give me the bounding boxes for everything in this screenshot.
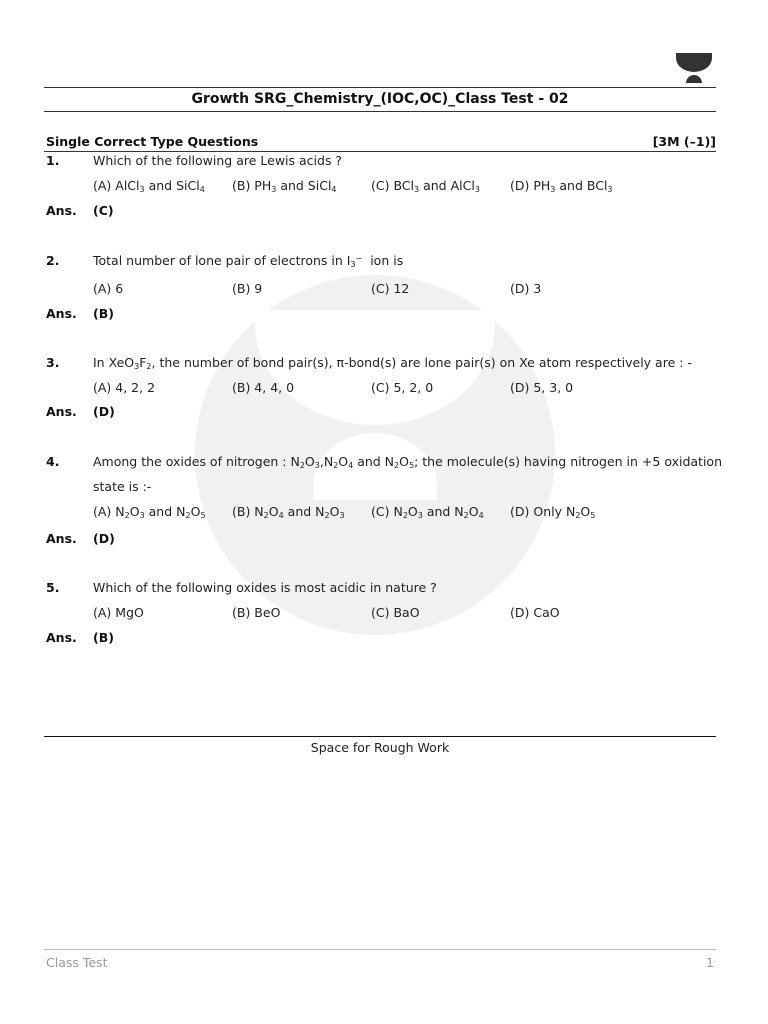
option-d: (D) 5, 3, 0 xyxy=(510,380,574,395)
answer-value: (D) xyxy=(93,404,115,419)
option-b: (B) $N_2O_4$ and $N_2O_3$ xyxy=(232,504,345,520)
question-text: Among the oxides of nitrogen : $N_2O_3,N_2O_4$ and $N_2O_5$; the molecule(s) having nitrogen in +5 oxidation xyxy=(93,454,722,470)
question-number: 5. xyxy=(46,580,60,595)
option-b: (B) $PH_3$ and SiCl$_4$ xyxy=(232,178,337,194)
question-number: 2. xyxy=(46,253,60,268)
option-a: (A) AlCl$_3$ and SiCl$_4$ xyxy=(93,178,205,194)
answer-value: (D) xyxy=(93,531,115,546)
answer-label: Ans. xyxy=(46,404,77,419)
option-c: (C) BCl$_3$ and AlCl$_3$ xyxy=(371,178,480,194)
option-a: (A) 6 xyxy=(93,281,124,296)
option-a: (A) 4, 2, 2 xyxy=(93,380,156,395)
answer-label: Ans. xyxy=(46,203,77,218)
option-d: (D) $PH_3$ and BCl$_3$ xyxy=(510,178,613,194)
question-text: Which of the following are Lewis acids ? xyxy=(93,153,343,168)
answer-value: (B) xyxy=(93,306,114,321)
page-title: Growth SRG_Chemistry_(IOC,OC)_Class Test - 02 xyxy=(191,91,569,107)
footer-rule xyxy=(44,949,716,950)
option-d: (D) CaO xyxy=(510,605,560,620)
answer-label: Ans. xyxy=(46,306,77,321)
question-number: 1. xyxy=(46,153,60,168)
option-b: (B) BeO xyxy=(232,605,281,620)
rough-work-label: Space for Rough Work xyxy=(310,740,450,755)
unacademy-logo-icon xyxy=(676,53,712,83)
footer-label: Class Test xyxy=(46,955,108,970)
option-d: (D) Only $N_2O_5$ xyxy=(510,504,596,520)
question-text-continued: state is :- xyxy=(93,479,152,494)
section-rule xyxy=(44,151,716,152)
question-text: In $XeO_3F_2$, the number of bond pair(s), π-bond(s) are lone pair(s) on Xe atom respectively are : - xyxy=(93,355,692,371)
header-rule-bottom xyxy=(44,111,716,112)
question-number: 3. xyxy=(46,355,60,370)
answer-label: Ans. xyxy=(46,630,77,645)
option-b: (B) 4, 4, 0 xyxy=(232,380,295,395)
section-marks: [3M (–1)] xyxy=(652,134,716,149)
option-c: (C) BaO xyxy=(371,605,420,620)
question-text: Total number of lone pair of electrons in $I_3^-$ ion is xyxy=(93,253,404,269)
answer-value: (C) xyxy=(93,203,114,218)
header-rule-top xyxy=(44,87,716,88)
option-a: (A) $N_2O_3$ and $N_2O_5$ xyxy=(93,504,206,520)
answer-value: (B) xyxy=(93,630,114,645)
option-c: (C) 12 xyxy=(371,281,410,296)
option-a: (A) MgO xyxy=(93,605,144,620)
option-d: (D) 3 xyxy=(510,281,542,296)
page-number: 1 xyxy=(706,955,714,970)
option-c: (C) 5, 2, 0 xyxy=(371,380,434,395)
rough-work-rule xyxy=(44,736,716,737)
question-number: 4. xyxy=(46,454,60,469)
option-b: (B) 9 xyxy=(232,281,263,296)
option-c: (C) $N_2O_3$ and $N_2O_4$ xyxy=(371,504,484,520)
answer-label: Ans. xyxy=(46,531,77,546)
question-text: Which of the following oxides is most acidic in nature ? xyxy=(93,580,437,595)
section-heading: Single Correct Type Questions xyxy=(46,134,259,149)
